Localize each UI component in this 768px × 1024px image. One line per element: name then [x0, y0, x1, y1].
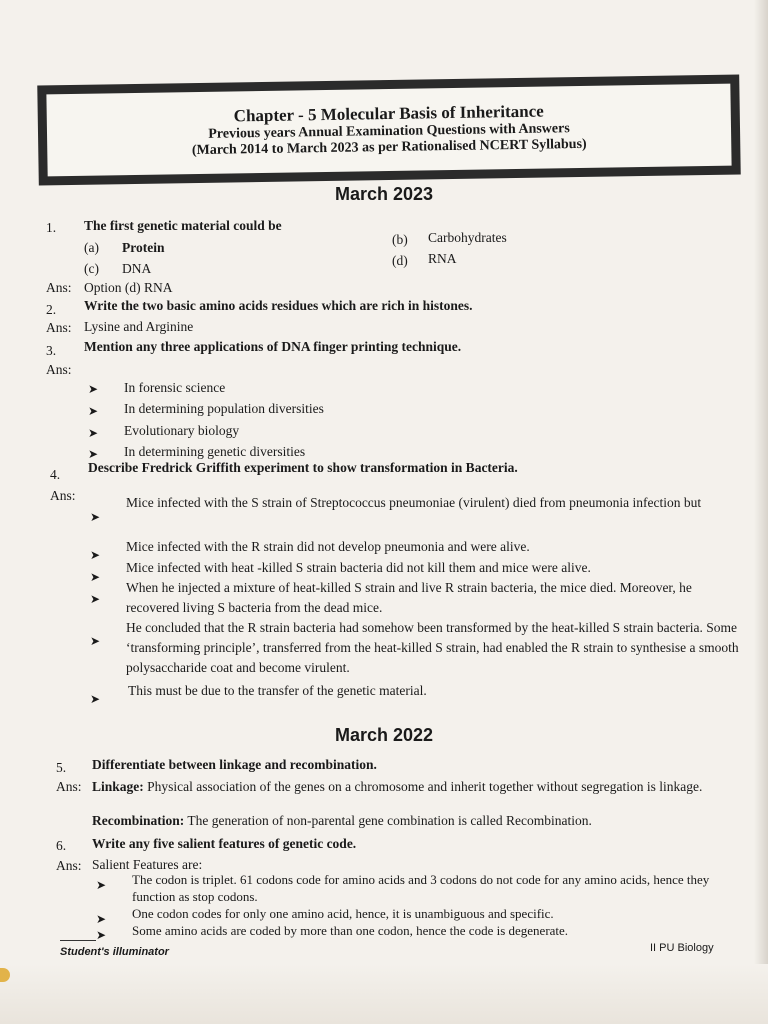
arrowhead-bullet-icon: ➤: [90, 510, 101, 524]
question-text: Mention any three applications of DNA finger printing technique.: [84, 339, 462, 354]
footer-rule: [60, 940, 96, 941]
list-item: Some amino acids are coded by more than one codon, hence the code is degenerate.: [132, 923, 569, 938]
list-item: Mice infected with the S strain of Streptococcus pneumoniae (virulent) died from pneumonia infection but: [126, 495, 702, 510]
arrowhead-bullet-icon: ➤: [88, 404, 99, 418]
list-item: This must be due to the transfer of the genetic material.: [128, 683, 427, 698]
list-item: Mice infected with heat -killed S strain bacteria did not kill them and mice were alive.: [126, 560, 591, 575]
arrowhead-bullet-icon: ➤: [88, 426, 99, 440]
option-text: Protein: [122, 240, 165, 255]
chapter-subtitle: Previous years Annual Examination Questions with Answers: [208, 121, 570, 142]
arrowhead-bullet-icon: ➤: [88, 382, 99, 396]
question-number: 5.: [56, 760, 67, 775]
option-label: (d): [392, 253, 408, 268]
arrowhead-bullet-icon: ➤: [96, 912, 107, 926]
answer-text: Option (d) RNA: [84, 280, 173, 295]
arrowhead-bullet-icon: ➤: [90, 692, 101, 706]
answer-label: Ans:: [46, 320, 72, 335]
chapter-banner: [37, 74, 740, 185]
list-item: One codon codes for only one amino acid, hence, it is unambiguous and specific.: [132, 906, 554, 921]
question-number: 2.: [46, 302, 57, 317]
list-item: Evolutionary biology: [124, 423, 240, 438]
recombination-text: The generation of non-parental gene combination is called Recombination.: [187, 813, 592, 828]
footer-publisher: Student's illuminator: [60, 946, 169, 958]
option-label: (c): [84, 261, 99, 276]
arrowhead-bullet-icon: ➤: [96, 878, 107, 892]
chapter-syllabus-note: (March 2014 to March 2023 as per Rationalised NCERT Syllabus): [191, 136, 587, 159]
footer-course: II PU Biology: [650, 942, 714, 954]
option-text: DNA: [122, 261, 152, 276]
list-item: In forensic science: [124, 380, 226, 395]
page-edge-shadow: [754, 0, 768, 1024]
answer-text: Lysine and Arginine: [84, 319, 194, 334]
question-text: Differentiate between linkage and recombination.: [92, 757, 377, 772]
list-item: Mice infected with the R strain did not develop pneumonia and were alive.: [126, 539, 530, 554]
arrowhead-bullet-icon: ➤: [90, 634, 101, 648]
recombination-definition: [92, 813, 592, 829]
answer-label: Ans:: [50, 488, 76, 503]
list-item: When he injected a mixture of heat-killed S strain and live R strain bacteria, the mice died. Moreover, he recovered living S bacteria from the dead mice.: [126, 580, 692, 615]
arrowhead-bullet-icon: ➤: [88, 447, 99, 461]
answer-label: Ans:: [46, 362, 72, 377]
page-bottom-shade: [0, 964, 768, 1024]
arrowhead-bullet-icon: ➤: [96, 928, 107, 942]
linkage-definition: [92, 777, 750, 797]
answer-label: Ans:: [56, 779, 82, 794]
list-item: In determining genetic diversities: [124, 444, 306, 459]
list-item: He concluded that the R strain bacteria had somehow been transformed by the heat-killed S strain bacteria. Some ‘transforming principle’, transferred from the heat-killed S strain, had enabled the R strain to synthesise a smooth polysaccharide coat and become virulent.: [126, 620, 739, 675]
question-text: Write the two basic amino acids residues which are rich in histones.: [84, 298, 473, 313]
section-title-march-2023: March 2023: [334, 184, 434, 204]
arrowhead-bullet-icon: ➤: [90, 570, 101, 584]
option-text: RNA: [428, 251, 457, 266]
chapter-title: Chapter - 5 Molecular Basis of Inheritance: [233, 101, 544, 126]
option-text: Carbohydrates: [428, 230, 507, 245]
answer-label: Ans:: [46, 280, 72, 295]
linkage-term: Linkage:: [92, 779, 144, 794]
list-item: In determining population diversities: [124, 401, 324, 416]
arrowhead-bullet-icon: ➤: [90, 592, 101, 606]
arrowhead-bullet-icon: ➤: [90, 548, 101, 562]
question-text: The first genetic material could be: [84, 218, 282, 233]
section-title-march-2022: March 2022: [334, 725, 434, 745]
question-number: 1.: [46, 220, 57, 235]
recombination-term: Recombination:: [92, 813, 185, 828]
question-text: Describe Fredrick Griffith experiment to show transformation in Bacteria.: [88, 460, 518, 475]
question-number: 4.: [50, 467, 61, 482]
list-item: The codon is triplet. 61 codons code for amino acids and 3 codons do not code for any amino acids, hence they function as stop codons.: [132, 872, 710, 904]
option-label: (b): [392, 232, 408, 247]
answer-label: Ans:: [56, 858, 82, 873]
option-label: (a): [84, 240, 99, 255]
linkage-text: Physical association of the genes on a chromosome and inherit together without segregation is linkage.: [147, 779, 703, 794]
question-text: Write any five salient features of genetic code.: [92, 836, 357, 851]
question-number: 3.: [46, 343, 57, 358]
answer-intro: Salient Features are:: [92, 857, 203, 872]
question-number: 6.: [56, 838, 67, 853]
